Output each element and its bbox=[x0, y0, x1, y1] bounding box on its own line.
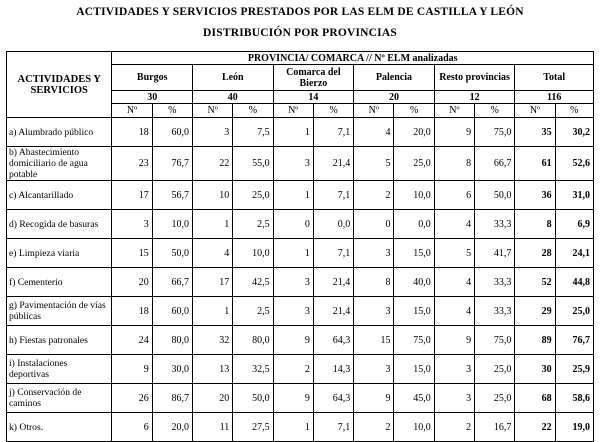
table-row bbox=[7, 118, 594, 147]
count-cell: 22 bbox=[515, 413, 555, 442]
count-cell: 9 bbox=[112, 355, 152, 384]
activity-label: a) Alumbrado público bbox=[7, 118, 112, 147]
count-cell: 32 bbox=[193, 326, 233, 355]
percent-cell: 20,0 bbox=[394, 118, 434, 147]
count-cell: 1 bbox=[273, 118, 313, 147]
percent-cell: 7,1 bbox=[313, 239, 353, 268]
count-cell: 0 bbox=[273, 210, 313, 239]
count-cell: 15 bbox=[354, 326, 394, 355]
activity-label: c) Alcantarillado bbox=[7, 181, 112, 210]
percent-cell: 25,0 bbox=[555, 297, 593, 326]
count-cell: 15 bbox=[112, 239, 152, 268]
percent-cell: 25,0 bbox=[475, 355, 515, 384]
percent-cell: 50,0 bbox=[233, 384, 273, 413]
count-cell: 89 bbox=[515, 326, 555, 355]
count-cell: 3 bbox=[193, 118, 233, 147]
count-cell: 10 bbox=[193, 181, 233, 210]
count-cell: 3 bbox=[273, 297, 313, 326]
count-cell: 61 bbox=[515, 147, 555, 181]
table-row bbox=[7, 413, 594, 442]
count-cell: 20 bbox=[112, 268, 152, 297]
percent-cell: 25,0 bbox=[394, 147, 434, 181]
province-count: 116 bbox=[515, 91, 594, 104]
percent-cell: 50,0 bbox=[475, 181, 515, 210]
percent-cell: 14,3 bbox=[313, 355, 353, 384]
pct-header: % bbox=[475, 104, 515, 118]
table-row bbox=[7, 297, 594, 326]
percent-cell: 7,1 bbox=[313, 118, 353, 147]
count-cell: 4 bbox=[434, 268, 474, 297]
table-row bbox=[7, 326, 594, 355]
table-row bbox=[7, 268, 594, 297]
province-count: 30 bbox=[112, 91, 193, 104]
n-header: Nº bbox=[354, 104, 394, 118]
count-cell: 28 bbox=[515, 239, 555, 268]
percent-cell: 52,6 bbox=[555, 147, 593, 181]
count-cell: 20 bbox=[193, 384, 233, 413]
percent-cell: 32,5 bbox=[233, 355, 273, 384]
count-cell: 22 bbox=[193, 147, 233, 181]
percent-cell: 66,7 bbox=[475, 147, 515, 181]
percent-cell: 75,0 bbox=[475, 326, 515, 355]
percent-cell: 16,7 bbox=[475, 413, 515, 442]
table-row bbox=[7, 384, 594, 413]
count-cell: 17 bbox=[112, 181, 152, 210]
count-cell: 5 bbox=[354, 147, 394, 181]
table-row bbox=[7, 355, 594, 384]
percent-cell: 76,7 bbox=[152, 147, 192, 181]
count-cell: 4 bbox=[354, 118, 394, 147]
count-cell: 35 bbox=[515, 118, 555, 147]
table-row bbox=[7, 147, 594, 181]
count-cell: 3 bbox=[434, 355, 474, 384]
province-name: Palencia bbox=[354, 65, 435, 91]
count-cell: 1 bbox=[193, 210, 233, 239]
percent-cell: 10,0 bbox=[394, 413, 434, 442]
activity-label: i) Instalaciones deportivas bbox=[7, 355, 112, 384]
count-cell: 4 bbox=[434, 297, 474, 326]
count-cell: 18 bbox=[112, 118, 152, 147]
count-cell: 3 bbox=[434, 384, 474, 413]
percent-cell: 56,7 bbox=[152, 181, 192, 210]
title-line-2: DISTRIBUCIÓN POR PROVINCIAS bbox=[203, 27, 397, 39]
percent-cell: 41,7 bbox=[475, 239, 515, 268]
count-cell: 23 bbox=[112, 147, 152, 181]
n-header: Nº bbox=[112, 104, 152, 118]
count-cell: 30 bbox=[515, 355, 555, 384]
percent-cell: 50,0 bbox=[152, 239, 192, 268]
percent-cell: 24,1 bbox=[555, 239, 593, 268]
count-cell: 3 bbox=[112, 210, 152, 239]
n-header: Nº bbox=[273, 104, 313, 118]
table-row bbox=[7, 239, 594, 268]
pct-header: % bbox=[313, 104, 353, 118]
percent-cell: 30,2 bbox=[555, 118, 593, 147]
count-cell: 2 bbox=[273, 355, 313, 384]
percent-cell: 7,5 bbox=[233, 118, 273, 147]
count-cell: 3 bbox=[354, 239, 394, 268]
table-row bbox=[7, 210, 594, 239]
percent-cell: 66,7 bbox=[152, 268, 192, 297]
count-cell: 6 bbox=[434, 181, 474, 210]
count-cell: 2 bbox=[434, 413, 474, 442]
pct-header: % bbox=[233, 104, 273, 118]
percent-cell: 86,7 bbox=[152, 384, 192, 413]
count-cell: 18 bbox=[112, 297, 152, 326]
count-cell: 1 bbox=[273, 239, 313, 268]
activity-label: b) Abastecimiento domiciliario de agua potable bbox=[7, 147, 112, 181]
pct-header: % bbox=[152, 104, 192, 118]
count-cell: 9 bbox=[434, 326, 474, 355]
activity-label: j) Conservación de caminos bbox=[7, 384, 112, 413]
count-cell: 3 bbox=[354, 355, 394, 384]
percent-cell: 30,0 bbox=[152, 355, 192, 384]
count-cell: 24 bbox=[112, 326, 152, 355]
percent-cell: 2,5 bbox=[233, 210, 273, 239]
percent-cell: 60,0 bbox=[152, 297, 192, 326]
percent-cell: 64,3 bbox=[313, 384, 353, 413]
percent-cell: 7,1 bbox=[313, 413, 353, 442]
count-cell: 68 bbox=[515, 384, 555, 413]
count-cell: 1 bbox=[273, 413, 313, 442]
percent-cell: 60,0 bbox=[152, 118, 192, 147]
percent-cell: 0,0 bbox=[394, 210, 434, 239]
count-cell: 0 bbox=[354, 210, 394, 239]
percent-cell: 45,0 bbox=[394, 384, 434, 413]
province-name: Comarca del Bierzo bbox=[273, 65, 354, 91]
percent-cell: 44,8 bbox=[555, 268, 593, 297]
n-header: Nº bbox=[193, 104, 233, 118]
province-name: Total bbox=[515, 65, 594, 91]
province-name: Resto provincias bbox=[434, 65, 515, 91]
percent-cell: 15,0 bbox=[394, 297, 434, 326]
percent-cell: 76,7 bbox=[555, 326, 593, 355]
count-cell: 5 bbox=[434, 239, 474, 268]
count-cell: 13 bbox=[193, 355, 233, 384]
count-cell: 9 bbox=[273, 384, 313, 413]
count-cell: 26 bbox=[112, 384, 152, 413]
pct-header: % bbox=[394, 104, 434, 118]
percent-cell: 75,0 bbox=[394, 326, 434, 355]
count-cell: 17 bbox=[193, 268, 233, 297]
activity-label: h) Fiestas patronales bbox=[7, 326, 112, 355]
count-cell: 3 bbox=[273, 147, 313, 181]
percent-cell: 33,3 bbox=[475, 268, 515, 297]
province-count: 40 bbox=[193, 91, 274, 104]
percent-cell: 80,0 bbox=[152, 326, 192, 355]
percent-cell: 21,4 bbox=[313, 268, 353, 297]
province-count: 14 bbox=[273, 91, 354, 104]
pct-header: % bbox=[555, 104, 593, 118]
percent-cell: 25,9 bbox=[555, 355, 593, 384]
count-cell: 52 bbox=[515, 268, 555, 297]
percent-cell: 80,0 bbox=[233, 326, 273, 355]
percent-cell: 10,0 bbox=[152, 210, 192, 239]
percent-cell: 42,5 bbox=[233, 268, 273, 297]
count-cell: 2 bbox=[354, 181, 394, 210]
percent-cell: 10,0 bbox=[394, 181, 434, 210]
activity-label: e) Limpieza viaria bbox=[7, 239, 112, 268]
services-table bbox=[6, 51, 594, 442]
count-cell: 9 bbox=[434, 118, 474, 147]
province-count: 20 bbox=[354, 91, 435, 104]
activity-label: g) Pavimentación de vías públicas bbox=[7, 297, 112, 326]
province-count: 12 bbox=[434, 91, 515, 104]
title-line-1: ACTIVIDADES Y SERVICIOS PRESTADOS POR LAS ELM DE CASTILLA Y LEÓN bbox=[76, 6, 524, 18]
percent-cell: 2,5 bbox=[233, 297, 273, 326]
percent-cell: 33,3 bbox=[475, 297, 515, 326]
percent-cell: 25,0 bbox=[475, 384, 515, 413]
n-header: Nº bbox=[515, 104, 555, 118]
percent-cell: 75,0 bbox=[475, 118, 515, 147]
percent-cell: 15,0 bbox=[394, 239, 434, 268]
activity-label: k) Otros. bbox=[7, 413, 112, 442]
percent-cell: 58,6 bbox=[555, 384, 593, 413]
percent-cell: 6,9 bbox=[555, 210, 593, 239]
count-cell: 1 bbox=[273, 181, 313, 210]
n-header: Nº bbox=[434, 104, 474, 118]
percent-cell: 31,0 bbox=[555, 181, 593, 210]
count-cell: 4 bbox=[193, 239, 233, 268]
activity-label: f) Cementerio bbox=[7, 268, 112, 297]
count-cell: 6 bbox=[112, 413, 152, 442]
count-cell: 2 bbox=[354, 413, 394, 442]
percent-cell: 19,0 bbox=[555, 413, 593, 442]
activity-label: d) Recogida de basuras bbox=[7, 210, 112, 239]
count-cell: 4 bbox=[434, 210, 474, 239]
percent-cell: 40,0 bbox=[394, 268, 434, 297]
percent-cell: 10,0 bbox=[233, 239, 273, 268]
count-cell: 8 bbox=[515, 210, 555, 239]
count-cell: 1 bbox=[193, 297, 233, 326]
percent-cell: 25,0 bbox=[233, 181, 273, 210]
province-name: Burgos bbox=[112, 65, 193, 91]
percent-cell: 33,3 bbox=[475, 210, 515, 239]
percent-cell: 55,0 bbox=[233, 147, 273, 181]
count-cell: 3 bbox=[354, 297, 394, 326]
percent-cell: 21,4 bbox=[313, 147, 353, 181]
percent-cell: 0,0 bbox=[313, 210, 353, 239]
count-cell: 11 bbox=[193, 413, 233, 442]
group-header: PROVINCIA/ COMARCA // Nº ELM analizadas bbox=[112, 52, 594, 65]
count-cell: 29 bbox=[515, 297, 555, 326]
count-cell: 36 bbox=[515, 181, 555, 210]
count-cell: 8 bbox=[354, 268, 394, 297]
percent-cell: 21,4 bbox=[313, 297, 353, 326]
count-cell: 9 bbox=[273, 326, 313, 355]
percent-cell: 64,3 bbox=[313, 326, 353, 355]
province-name: León bbox=[193, 65, 274, 91]
count-cell: 3 bbox=[273, 268, 313, 297]
activities-header: ACTIVIDADES Y SERVICIOS bbox=[7, 52, 112, 118]
percent-cell: 7,1 bbox=[313, 181, 353, 210]
count-cell: 8 bbox=[434, 147, 474, 181]
percent-cell: 20,0 bbox=[152, 413, 192, 442]
count-cell: 9 bbox=[354, 384, 394, 413]
table-row bbox=[7, 181, 594, 210]
percent-cell: 27,5 bbox=[233, 413, 273, 442]
percent-cell: 15,0 bbox=[394, 355, 434, 384]
